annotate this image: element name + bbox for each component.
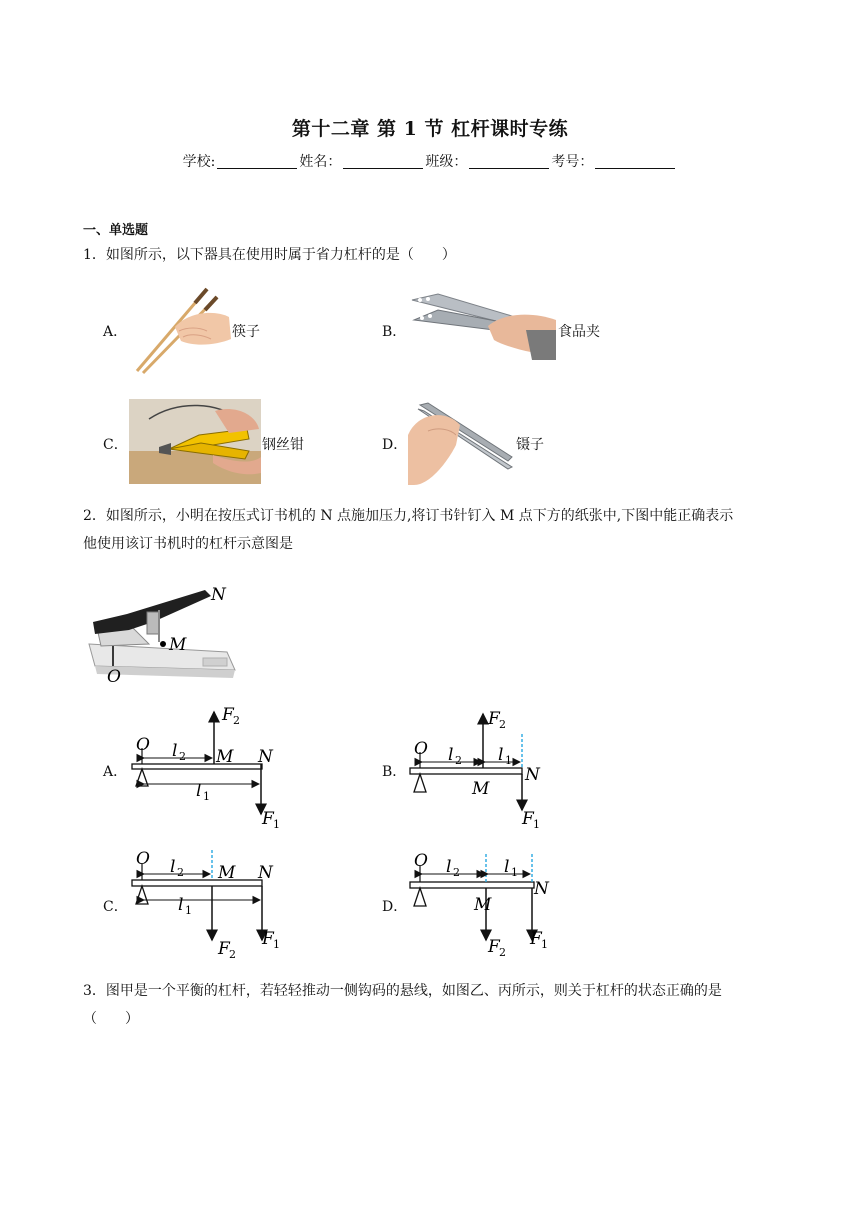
q2-option-c-label: C． [103,899,128,915]
diagram-c-l1: l [178,895,184,915]
diagram-a-m: M [216,747,234,767]
diagram-d-l2: l [446,857,452,877]
exam-no-label: 考号： [551,154,594,170]
diagram-a-l1: l [196,781,202,801]
diagram-b-n: N [525,765,540,785]
q1-option-c-label: C． [103,437,128,453]
section-heading: 一、单选题 [83,223,149,238]
stapler-image [83,582,243,686]
diagram-b-l2-sub: 2 [455,754,462,767]
class-label: 班级： [425,154,468,170]
student-info-line [0,151,860,171]
diagram-c-f1-sub: 1 [273,938,280,951]
lever-diagram-a [128,700,308,835]
diagram-b-f2-sub: 2 [499,718,506,731]
question-3-line-1: 3．图甲是一个平衡的杠杆，若轻轻推动一侧钩码的悬线，如图乙、丙所示，则关于杠杆的状态正确的是 [83,983,722,999]
lever-diagram-b [406,700,586,835]
diagram-a-f2-sub: 2 [233,714,240,727]
tweezers-image [408,401,518,485]
diagram-a-f1-sub: 1 [273,818,280,831]
diagram-d-l1-sub: 1 [511,866,518,879]
diagram-b-f1-sub: 1 [533,818,540,831]
diagram-d-f1: F [530,929,542,949]
school-blank[interactable] [217,154,297,169]
school-label: 学校: [182,154,216,170]
diagram-d-m: M [474,895,492,915]
diagram-d-o: O [414,851,428,871]
question-1-text: 1．如图所示，以下器具在使用时属于省力杠杆的是（ ） [83,247,456,263]
q1-option-a-label: A． [103,324,128,340]
diagram-c-n: N [258,863,273,883]
diagram-a-l1-sub: 1 [203,790,210,803]
chopsticks-image [129,283,233,375]
diagram-d-f1-sub: 1 [541,938,548,951]
diagram-c-f2: F [218,939,230,959]
question-2-line-2: 他使用该订书机时的杠杆示意图是 [83,536,293,552]
diagram-c-f1: F [262,929,274,949]
diagram-b-l2: l [448,745,454,765]
q1-option-d-caption: 镊子 [516,437,544,453]
diagram-a-l2: l [172,741,178,761]
stapler-m-label: M [169,635,187,655]
diagram-d-n: N [534,879,549,899]
diagram-a-o: O [136,735,150,755]
question-3-line-2: （ ） [83,1011,139,1027]
diagram-d-l1: l [504,857,510,877]
question-2-line-1: 2．如图所示，小明在按压式订书机的 N 点施加压力,将订书针钉入 M 点下方的纸张中,下图中能正确表示 [83,508,734,524]
q2-option-b-label: B． [382,764,407,780]
food-tongs-image [408,290,560,362]
q2-option-d-label: D． [382,899,408,915]
diagram-b-o: O [414,739,428,759]
q2-option-a-label: A． [103,764,128,780]
q1-option-d-label: D． [382,437,408,453]
diagram-d-f2: F [488,937,500,957]
question-3-text [83,977,783,1033]
q1-option-a-caption: 筷子 [232,324,260,340]
class-blank[interactable] [469,154,549,169]
lever-diagram-c [128,840,308,970]
diagram-b-l1: l [498,745,504,765]
lever-diagram-d [406,840,586,970]
wire-pliers-image [129,399,261,484]
q1-option-b-label: B． [382,324,407,340]
q1-option-b-caption: 食品夹 [558,324,600,340]
question-2-text [83,502,783,558]
name-label: 姓名： [299,154,342,170]
diagram-c-f2-sub: 2 [229,948,236,961]
diagram-c-l1-sub: 1 [185,904,192,917]
stapler-o-label: O [107,667,121,686]
diagram-a-n: N [258,747,273,767]
exam-no-blank[interactable] [595,154,675,169]
q1-option-c-caption: 钢丝钳 [262,437,304,453]
name-blank[interactable] [343,154,423,169]
diagram-a-f2: F [222,705,234,725]
diagram-b-f1: F [522,809,534,829]
diagram-a-l2-sub: 2 [179,750,186,763]
page-title: 第十二章 第 1 节 杠杆课时专练 [291,118,569,140]
diagram-b-f2: F [488,709,500,729]
diagram-d-l2-sub: 2 [453,866,460,879]
diagram-c-l2: l [170,857,176,877]
diagram-c-l2-sub: 2 [177,866,184,879]
stapler-n-label: N [211,585,226,605]
diagram-c-o: O [136,849,150,869]
diagram-d-f2-sub: 2 [499,946,506,959]
diagram-b-m: M [472,779,490,799]
diagram-a-f1: F [262,809,274,829]
diagram-c-m: M [218,863,236,883]
diagram-b-l1-sub: 1 [505,754,512,767]
